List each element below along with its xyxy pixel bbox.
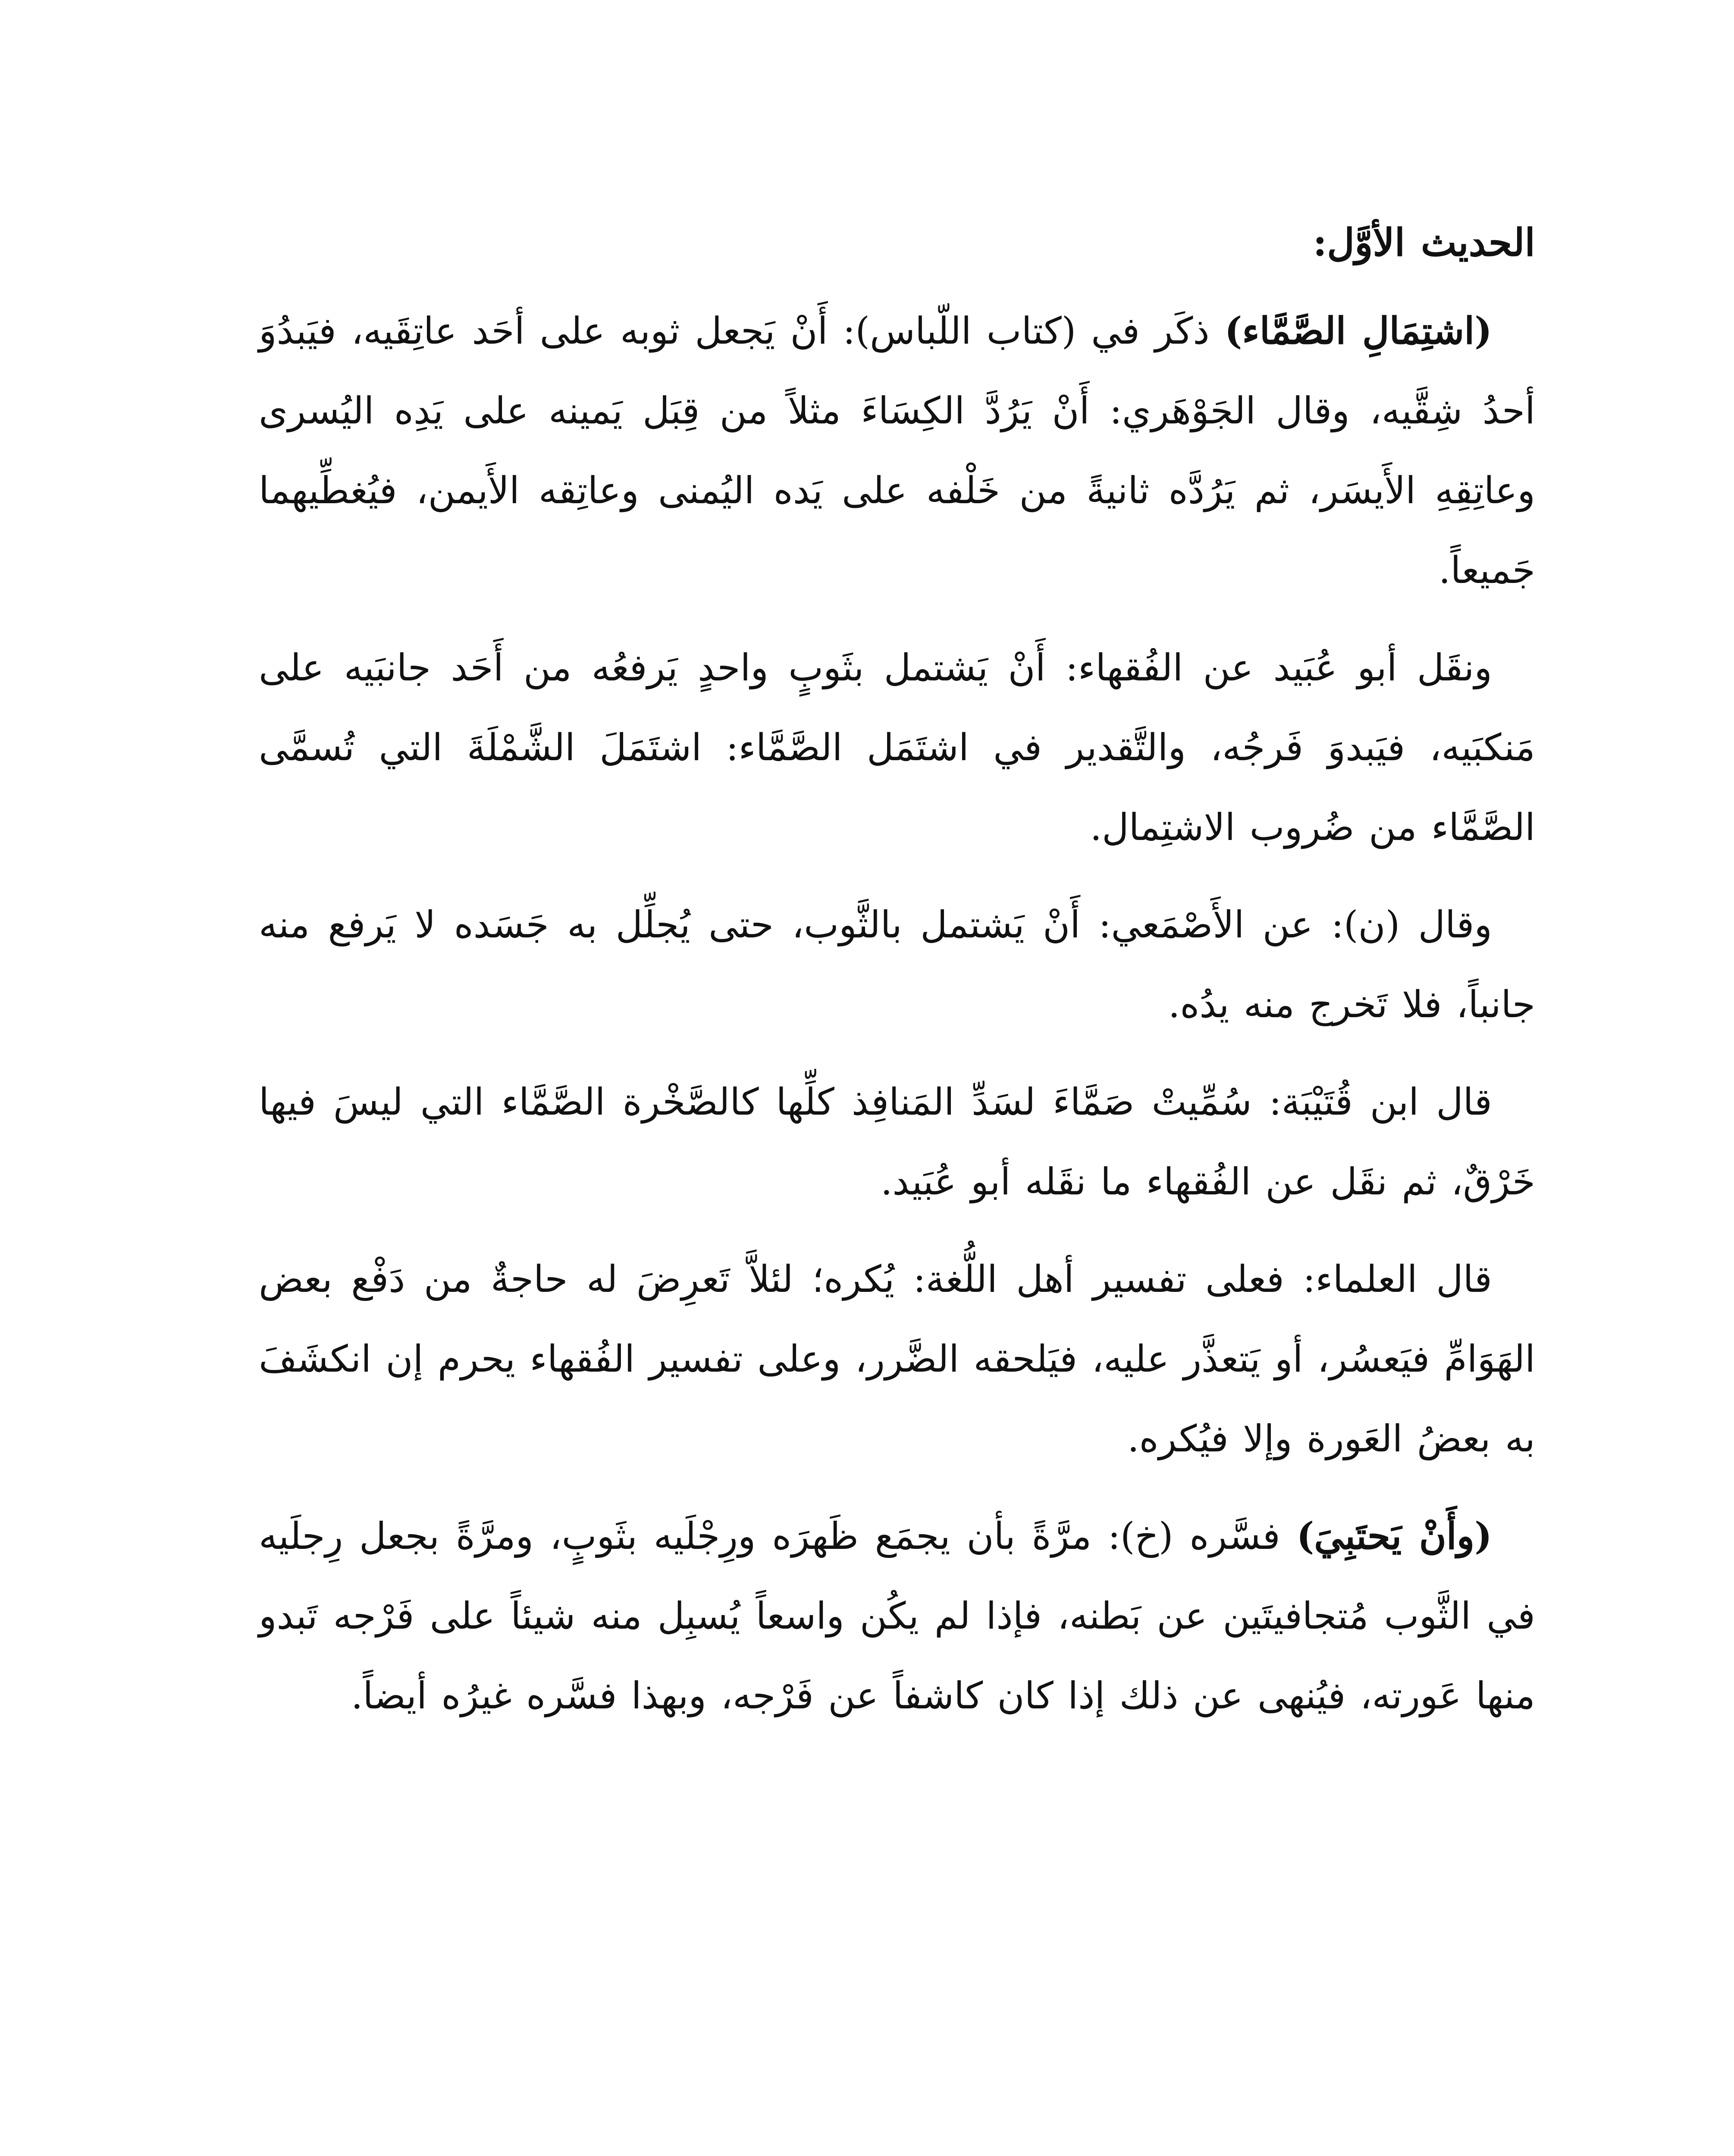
paragraph-text: وقال (ن): عن الأَصْمَعي: أَنْ يَشتمل بالثَّوب، حتى يُجلِّل به جَسَده لا يَرفع منه جانباً، فلا تَخرج منه يدُه. xyxy=(259,903,1535,1026)
paragraph xyxy=(259,1062,1535,1222)
paragraph xyxy=(259,291,1535,611)
paragraph-lead: (اشتِمَالِ الصَّمَّاء) xyxy=(1224,309,1492,353)
paragraph xyxy=(259,1496,1535,1736)
paragraph-text: ذكَر في (كتاب اللّباس): أَنْ يَجعل ثوبه على أحَد عاتِقَيه، فيَبدُوَ أحدُ شِقَّيه، وقال الجَوْهَري: أَنْ يَرُدَّ الكِسَاءَ مثلاً من قِبَل يَمينه على يَدِه اليُسرى وعاتِقِهِ الأَيسَر، ثم يَرُدَّه ثانيةً من خَلْفه على يَده اليُمنى وعاتِقه الأَيمن، فيُغطِّيهما جَميعاً. xyxy=(259,310,1535,592)
paragraph-text: قال العلماء: فعلى تفسير أهل اللُّغة: يُكره؛ لئلاَّ تَعرِضَ له حاجةٌ من دَفْع بعض الهَوَامِّ فيَعسُر، أو يَتعذَّر عليه، فيَلحقه الضَّرر، وعلى تفسير الفُقهاء يحرم إن انكشَفَ به بعضُ العَورة وإلا فيُكره. xyxy=(259,1258,1535,1460)
section-heading: الحديث الأوَّل: xyxy=(1313,220,1535,265)
paragraph xyxy=(259,628,1535,868)
paragraph xyxy=(259,885,1535,1045)
paragraph xyxy=(259,1239,1535,1479)
paragraph-text: قال ابن قُتَيْبَة: سُمِّيتْ صَمَّاءَ لسَدِّ المَنافِذ كلِّها كالصَّخْرة الصَّمَّاء التي ليسَ فيها خَرْقٌ، ثم نقَل عن الفُقهاء ما نقَله أبو عُبَيد. xyxy=(259,1081,1535,1203)
body-text xyxy=(259,203,1535,1753)
paragraph-text: فسَّره (خ): مرَّةً بأن يجمَع ظَهرَه ورِجْلَيه بثَوبٍ، ومرَّةً بجعل رِجلَيه في الثَّوب مُتجافيتَين عن بَطنه، فإذا لم يكُن واسعاً يُسبِل منه شيئاً على فَرْجه تَبدو منها عَورته، فيُنهى عن ذلك إذا كان كاشفاً عن فَرْجه، وبهذا فسَّره غيرُه أيضاً. xyxy=(259,1515,1535,1717)
paragraph-lead: (وأَنْ يَحتَبِيَ) xyxy=(1296,1514,1492,1558)
paragraph-text: ونقَل أبو عُبَيد عن الفُقهاء: أَنْ يَشتمل بثَوبٍ واحدٍ يَرفعُه من أَحَد جانبَيه على مَنكبَيه، فيَبدوَ فَرجُه، والتَّقدير في اشتَمَل الصَّمَّاء: اشتَمَلَ الشَّمْلَةَ التي تُسمَّى الصَّمَّاء من ضُروب الاشتِمال. xyxy=(259,646,1535,849)
